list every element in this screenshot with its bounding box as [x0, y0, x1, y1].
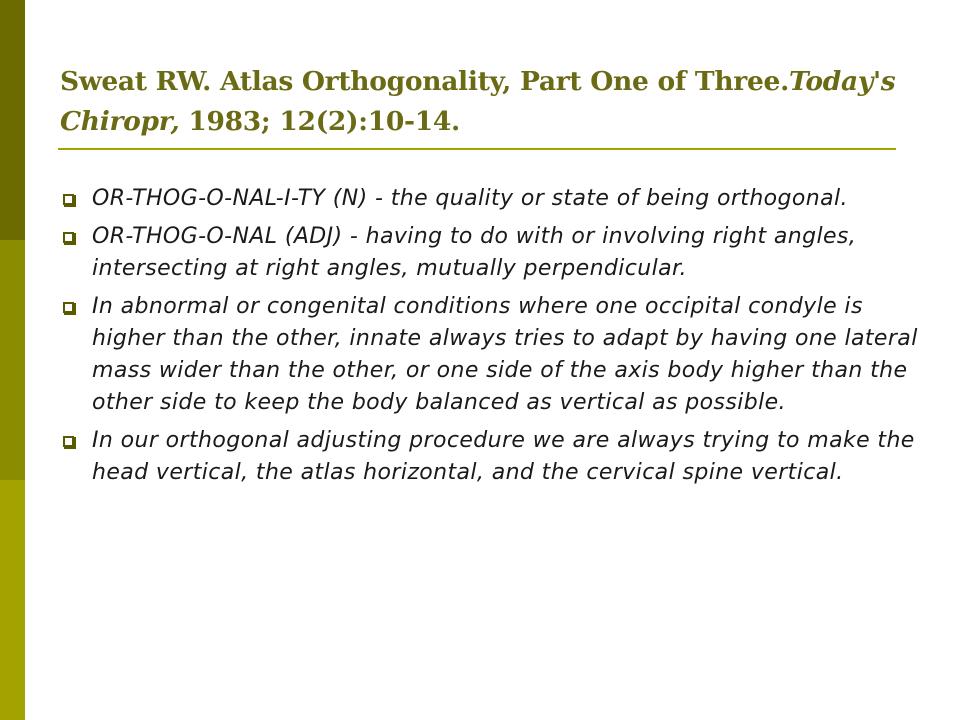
bullet-text: OR-THOG-O-NAL-I-TY (N) - the quality or state of being orthogonal.: [92, 186, 848, 211]
bullet-item: [60, 221, 920, 285]
square-bullet-icon: [63, 302, 74, 313]
square-bullet-icon: [63, 194, 74, 205]
bullet-text: In abnormal or congenital conditions where one occipital condyle is higher than the other, innate always tries to adapt by having one lateral mass wider than the other, or one side of the axis body higher than the other side to keep the body balanced as vertical as possible.: [92, 294, 918, 415]
title-journal-name: Today's Chiropr,: [60, 66, 896, 137]
square-bullet-icon: [63, 232, 74, 243]
bullet-text: OR-THOG-O-NAL (ADJ) - having to do with or involving right angles, intersecting at right angles, mutually perpendicular.: [92, 224, 857, 281]
sidebar-accent-top: [0, 0, 25, 240]
title-citation-part1: Sweat RW. Atlas Orthogonality, Part One of Three.: [60, 66, 789, 97]
sidebar-accent-bottom: [0, 480, 25, 720]
bullet-item: [60, 291, 920, 419]
bullet-item: [60, 183, 920, 215]
slide-title: [60, 62, 920, 142]
bullet-text: In our orthogonal adjusting procedure we are always trying to make the head vertical, the atlas horizontal, and the cervical spine vertical.: [92, 428, 915, 485]
sidebar-accent-middle: [0, 240, 25, 480]
bullet-item: [60, 425, 920, 489]
title-citation-part2: 1983; 12(2):10-14.: [179, 106, 460, 137]
title-divider: [58, 148, 896, 150]
square-bullet-icon: [63, 436, 74, 447]
bullet-list: [60, 183, 920, 495]
